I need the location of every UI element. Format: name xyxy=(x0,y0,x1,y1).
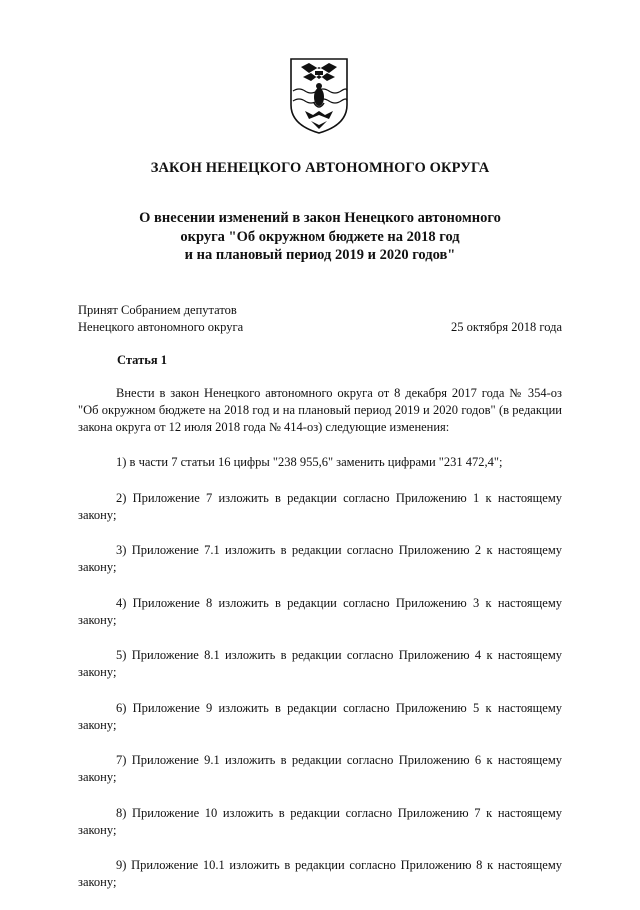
article-body xyxy=(78,385,562,910)
subject-line: и на плановый период 2019 и 2020 годов" xyxy=(184,247,456,263)
law-subject xyxy=(80,209,560,265)
list-item: 8) Приложение 10 изложить в редакции согласно Приложению 7 к настоящему закону; xyxy=(78,805,562,837)
adoption-line: Принят Собранием депутатов xyxy=(78,303,237,317)
list-item: 7) Приложение 9.1 изложить в редакции согласно Приложению 6 к настоящему закону; xyxy=(78,753,562,784)
adoption-body xyxy=(78,302,243,336)
law-title: ЗАКОН НЕНЕЦКОГО АВТОНОМНОГО ОКРУГА xyxy=(150,160,490,176)
list-item: 6) Приложение 9 изложить в редакции согласно Приложению 5 к настоящему закону; xyxy=(78,700,562,732)
list-item: 1) в части 7 статьи 16 цифры "238 955,6" заменить цифрами "231 472,4"; xyxy=(116,455,503,469)
coat-of-arms-icon xyxy=(289,57,349,135)
list-item: 2) Приложение 7 изложить в редакции согласно Приложению 1 к настоящему закону; xyxy=(78,490,562,522)
adoption-line: Ненецкого автономного округа xyxy=(78,320,244,334)
adoption-date: 25 октября 2018 года xyxy=(450,320,562,334)
intro-paragraph: Внести в закон Ненецкого автономного округа от 8 декабря 2017 года № 354-оз "Об окружном бюджете на 2018 год и на плановый период 2019 и 2020 годов" (в редакции закона округа от 12 июля 2018 года № 414-оз) следующие изменения: xyxy=(78,386,562,434)
article-heading: Статья 1 xyxy=(117,353,167,367)
subject-line: О внесении изменений в закон Ненецкого автономного xyxy=(139,210,501,226)
list-item: 5) Приложение 8.1 изложить в редакции согласно Приложению 4 к настоящему закону; xyxy=(78,648,562,679)
list-item: 4) Приложение 8 изложить в редакции согласно Приложению 3 к настоящему закону; xyxy=(78,595,562,627)
subject-line: округа "Об окружном бюджете на 2018 год xyxy=(180,228,460,245)
list-item: 9) Приложение 10.1 изложить в редакции согласно Приложению 8 к настоящему закону; xyxy=(78,858,562,889)
list-item: 3) Приложение 7.1 изложить в редакции согласно Приложению 2 к настоящему закону; xyxy=(78,543,562,574)
